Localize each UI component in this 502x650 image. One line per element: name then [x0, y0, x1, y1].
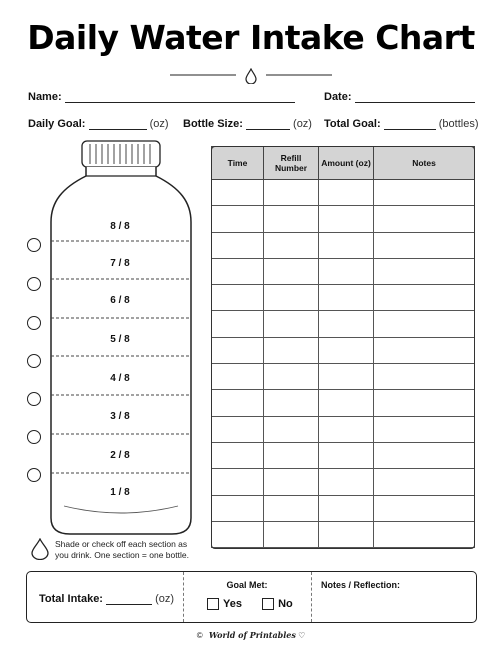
cell-notes[interactable]	[374, 180, 475, 206]
cell-refill[interactable]	[264, 416, 319, 442]
cell-time[interactable]	[212, 311, 264, 337]
cell-time[interactable]	[212, 180, 264, 206]
total-intake-label: Total Intake:	[39, 593, 103, 605]
cell-refill[interactable]	[264, 495, 319, 521]
table-row	[212, 337, 475, 363]
table-row	[212, 521, 475, 547]
section-checkbox-7[interactable]	[27, 277, 41, 291]
column-header-notes: Notes	[374, 147, 475, 180]
page-title: Daily Water Intake Chart	[27, 18, 475, 57]
cell-notes[interactable]	[374, 311, 475, 337]
notes-reflection-label: Notes / Reflection:	[321, 580, 401, 590]
goal-met-options	[207, 598, 293, 610]
total-goal-line[interactable]	[384, 117, 436, 130]
cell-amount[interactable]	[319, 442, 374, 468]
bottle-cap	[82, 141, 160, 167]
column-header-time: Time	[212, 147, 264, 180]
section-label: 6 / 8	[110, 295, 130, 306]
cell-amount[interactable]	[319, 206, 374, 232]
total-goal-label: Total Goal:	[324, 118, 381, 130]
cell-notes[interactable]	[374, 337, 475, 363]
cell-refill[interactable]	[264, 442, 319, 468]
no-checkbox[interactable]	[262, 598, 274, 610]
column-header-refill: Refill Number	[264, 147, 319, 180]
cell-amount[interactable]	[319, 416, 374, 442]
summary-box	[26, 571, 477, 623]
bottle-size-label: Bottle Size:	[183, 118, 243, 130]
cell-refill[interactable]	[264, 285, 319, 311]
yes-label: Yes	[223, 598, 242, 610]
goal-met-label: Goal Met:	[226, 580, 268, 590]
section-label: 2 / 8	[110, 450, 130, 461]
total-intake-field	[39, 592, 174, 605]
cell-refill[interactable]	[264, 232, 319, 258]
cell-time[interactable]	[212, 416, 264, 442]
cell-notes[interactable]	[374, 469, 475, 495]
cell-amount[interactable]	[319, 521, 374, 547]
total-goal-field	[324, 117, 479, 130]
bottle-size-line[interactable]	[246, 117, 290, 130]
table-row	[212, 180, 475, 206]
cell-notes[interactable]	[374, 285, 475, 311]
cell-notes[interactable]	[374, 442, 475, 468]
brand-name: World of Printables	[208, 630, 296, 640]
section-label: 4 / 8	[110, 373, 130, 384]
daily-goal-field	[28, 117, 169, 130]
cell-refill[interactable]	[264, 390, 319, 416]
brand-footer	[0, 630, 502, 640]
cell-time[interactable]	[212, 521, 264, 547]
cell-refill[interactable]	[264, 521, 319, 547]
cell-time[interactable]	[212, 206, 264, 232]
section-label: 1 / 8	[110, 487, 130, 498]
table-body	[212, 180, 475, 548]
table-header-row	[212, 147, 475, 180]
cell-refill[interactable]	[264, 337, 319, 363]
intake-log-table	[211, 146, 475, 548]
section-label: 3 / 8	[110, 411, 130, 422]
section-checkbox-5[interactable]	[27, 354, 41, 368]
cell-notes[interactable]	[374, 416, 475, 442]
cell-amount[interactable]	[319, 232, 374, 258]
cell-amount[interactable]	[319, 258, 374, 284]
table-row	[212, 285, 475, 311]
cell-time[interactable]	[212, 495, 264, 521]
cell-time[interactable]	[212, 469, 264, 495]
cell-refill[interactable]	[264, 469, 319, 495]
yes-checkbox[interactable]	[207, 598, 219, 610]
total-intake-unit: (oz)	[155, 593, 175, 605]
section-checkbox-4[interactable]	[27, 392, 41, 406]
cell-notes[interactable]	[374, 206, 475, 232]
cell-time[interactable]	[212, 364, 264, 390]
name-field	[28, 90, 295, 103]
cell-time[interactable]	[212, 232, 264, 258]
no-label: No	[278, 598, 293, 610]
cell-amount[interactable]	[319, 180, 374, 206]
summary-divider	[311, 572, 312, 622]
cell-refill[interactable]	[264, 206, 319, 232]
daily-goal-label: Daily Goal:	[28, 118, 86, 130]
date-label: Date:	[324, 91, 352, 103]
table-row	[212, 258, 475, 284]
cell-refill[interactable]	[264, 311, 319, 337]
table-row	[212, 311, 475, 337]
cell-amount[interactable]	[319, 311, 374, 337]
table-row	[212, 469, 475, 495]
cell-amount[interactable]	[319, 364, 374, 390]
table-row	[212, 495, 475, 521]
table-row	[212, 390, 475, 416]
section-label: 8 / 8	[110, 221, 130, 232]
cell-notes[interactable]	[374, 495, 475, 521]
cell-notes[interactable]	[374, 390, 475, 416]
title-divider	[170, 68, 332, 84]
cell-notes[interactable]	[374, 521, 475, 547]
section-label: 7 / 8	[110, 258, 130, 269]
table-row	[212, 416, 475, 442]
section-checkbox-6[interactable]	[27, 316, 41, 330]
water-drop-icon	[30, 538, 50, 560]
date-field	[324, 90, 475, 103]
cell-time[interactable]	[212, 390, 264, 416]
cell-time[interactable]	[212, 337, 264, 363]
cell-amount[interactable]	[319, 285, 374, 311]
section-checkbox-8[interactable]	[27, 238, 41, 252]
cell-refill[interactable]	[264, 180, 319, 206]
name-line[interactable]	[65, 90, 295, 103]
section-checkbox-2[interactable]	[27, 468, 41, 482]
cell-time[interactable]	[212, 442, 264, 468]
cell-amount[interactable]	[319, 469, 374, 495]
cell-notes[interactable]	[374, 258, 475, 284]
column-header-amount: Amount (oz)	[319, 147, 374, 180]
cell-time[interactable]	[212, 285, 264, 311]
cell-amount[interactable]	[319, 337, 374, 363]
bottle-size-unit: (oz)	[293, 118, 312, 130]
daily-goal-unit: (oz)	[149, 118, 169, 130]
cell-refill[interactable]	[264, 258, 319, 284]
bottle-size-field	[183, 117, 312, 130]
cell-notes[interactable]	[374, 364, 475, 390]
cell-notes[interactable]	[374, 232, 475, 258]
bottle-instruction: Shade or check off each section as you drink. One section = one bottle.	[55, 539, 189, 560]
copyright-mark: ©	[196, 631, 203, 640]
water-drop-icon	[246, 69, 256, 84]
section-checkbox-3[interactable]	[27, 430, 41, 444]
section-label: 5 / 8	[110, 334, 130, 345]
cell-amount[interactable]	[319, 390, 374, 416]
table-row	[212, 232, 475, 258]
total-goal-unit: (bottles)	[438, 118, 479, 130]
cell-refill[interactable]	[264, 364, 319, 390]
cell-amount[interactable]	[319, 495, 374, 521]
date-line[interactable]	[355, 90, 475, 103]
cell-time[interactable]	[212, 258, 264, 284]
name-label: Name:	[28, 91, 62, 103]
heart-icon: ♡	[298, 631, 306, 640]
total-intake-line[interactable]	[106, 592, 152, 605]
table-row	[212, 206, 475, 232]
table-row	[212, 364, 475, 390]
daily-goal-line[interactable]	[89, 117, 147, 130]
table-row	[212, 442, 475, 468]
